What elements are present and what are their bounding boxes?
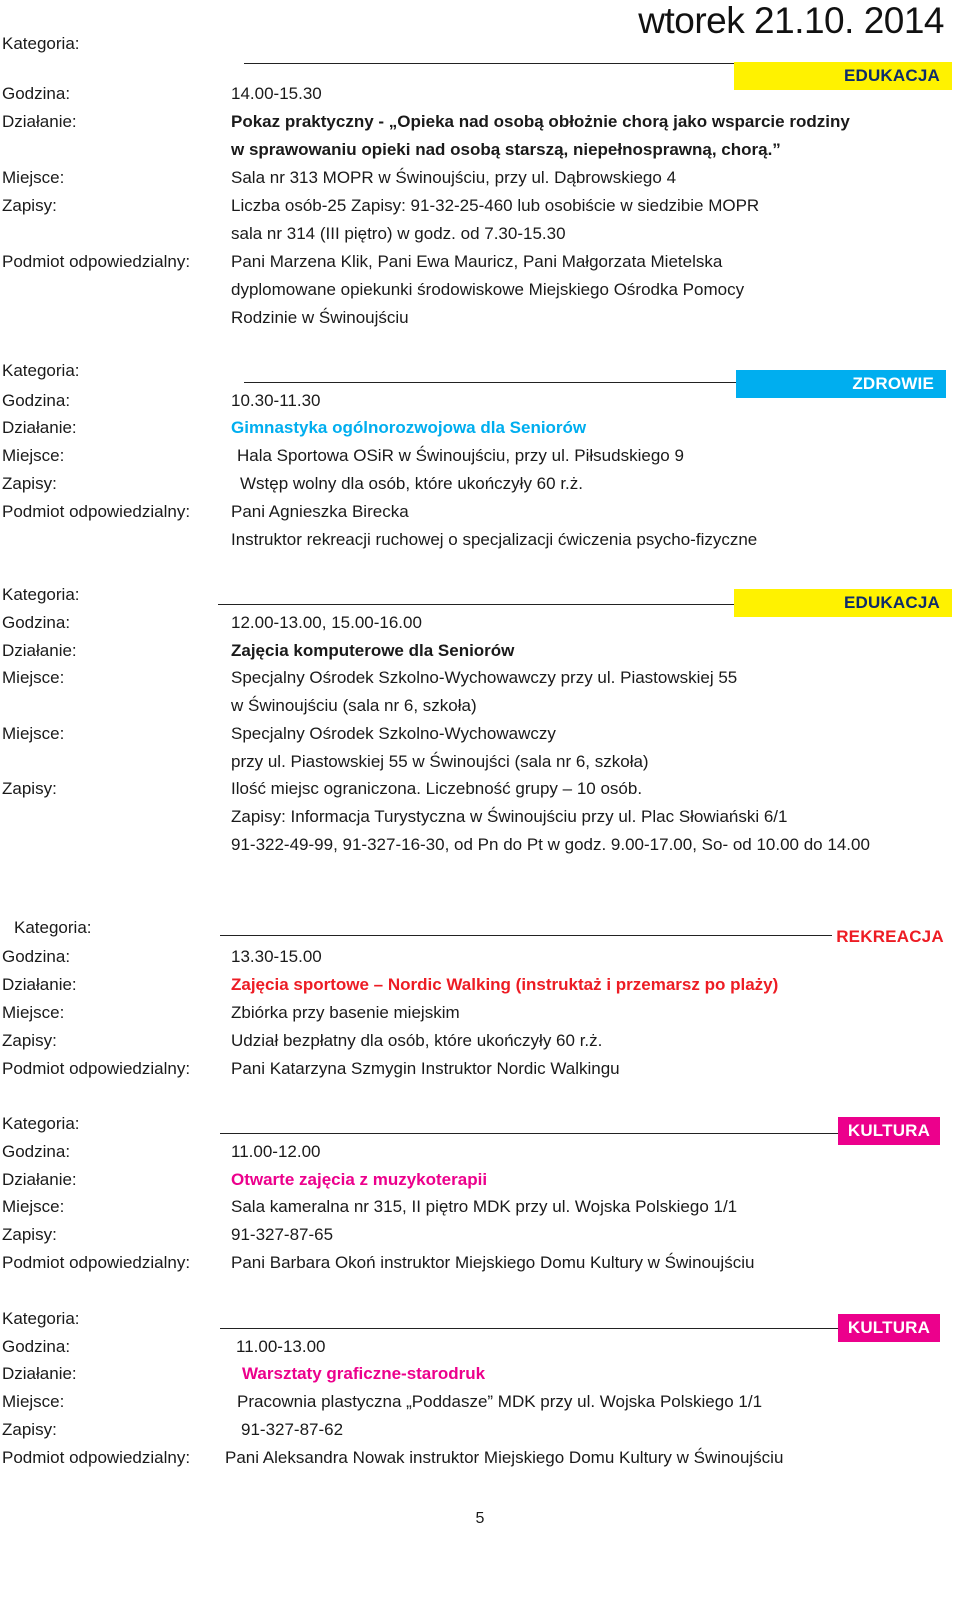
place-label: Miejsce: — [2, 1197, 65, 1216]
page-date: wtorek 21.10. 2014 — [638, 0, 944, 41]
category-badge-kultura: KULTURA — [838, 1117, 940, 1145]
action-label: Działanie: — [2, 1170, 77, 1189]
event-time: 10.30-11.30 — [231, 391, 321, 410]
action-label: Działanie: — [2, 1364, 77, 1383]
category-divider — [220, 1328, 838, 1329]
category-divider — [220, 1133, 838, 1134]
event-signup: Udział bezpłatny dla osób, które ukończyły 60 r.ż. — [231, 1031, 603, 1050]
category-badge-zdrowie: ZDROWIE — [736, 370, 946, 398]
event-responsible: Rodzinie w Świnoujściu — [231, 308, 409, 327]
event-place: Specjalny Ośrodek Szkolno-Wychowawczy przy ul. Piastowskiej 55 — [231, 668, 738, 687]
category-label: Kategoria: — [2, 361, 80, 380]
event-action: Zajęcia komputerowe dla Seniorów — [231, 641, 515, 660]
event-responsible: Instruktor rekreacji ruchowej o specjalizacji ćwiczenia psycho-fizyczne — [231, 530, 758, 549]
category-divider — [218, 604, 746, 605]
time-label: Godzina: — [2, 613, 71, 632]
event-responsible: Pani Aleksandra Nowak instruktor Miejskiego Domu Kultury w Świnoujściu — [225, 1448, 784, 1467]
event-place: Sala nr 313 MOPR w Świnoujściu, przy ul. Dąbrowskiego 4 — [231, 168, 677, 187]
action-label: Działanie: — [2, 418, 77, 437]
signup-label: Zapisy: — [2, 1420, 57, 1439]
category-divider — [220, 935, 832, 936]
event-action: Warsztaty graficzne-starodruk — [242, 1364, 486, 1383]
category-divider — [244, 63, 746, 64]
category-badge-rekreacja: REKREACJA — [832, 923, 948, 951]
event-card — [0, 0, 960, 327]
event-action: Gimnastyka ogólnorozwojowa dla Seniorów — [231, 418, 587, 437]
time-label: Godzina: — [2, 391, 71, 410]
responsible-label: Podmiot odpowiedzialny: — [2, 502, 191, 521]
time-label: Godzina: — [2, 1142, 71, 1161]
event-action: Otwarte zajęcia z muzykoterapii — [231, 1170, 488, 1189]
place-label: Miejsce: — [2, 1003, 65, 1022]
action-label: Działanie: — [2, 112, 77, 131]
page-number: 5 — [475, 1510, 485, 1527]
place-label: Miejsce: — [2, 1392, 65, 1411]
event-signup: Wstęp wolny dla osób, które ukończyły 60 r.ż. — [240, 474, 583, 493]
place-label: Miejsce: — [2, 724, 65, 743]
category-badge-edukacja: EDUKACJA — [734, 589, 952, 617]
action-label: Działanie: — [2, 641, 77, 660]
time-label: Godzina: — [2, 84, 71, 103]
time-label: Godzina: — [2, 1337, 71, 1356]
category-label: Kategoria: — [2, 34, 80, 53]
event-place: przy ul. Piastowskiej 55 w Świnoujści (sala nr 6, szkoła) — [231, 752, 649, 771]
responsible-label: Podmiot odpowiedzialny: — [2, 252, 191, 271]
responsible-label: Podmiot odpowiedzialny: — [2, 1059, 191, 1078]
signup-label: Zapisy: — [2, 196, 57, 215]
event-time: 13.30-15.00 — [231, 947, 322, 966]
place-label: Miejsce: — [2, 668, 65, 687]
responsible-label: Podmiot odpowiedzialny: — [2, 1448, 191, 1467]
category-label: Kategoria: — [14, 918, 92, 937]
action-label: Działanie: — [2, 975, 77, 994]
event-place: Hala Sportowa OSiR w Świnoujściu, przy ul. Piłsudskiego 9 — [237, 446, 684, 465]
signup-label: Zapisy: — [2, 779, 57, 798]
event-signup: 91-322-49-99, 91-327-16-30, od Pn do Pt w godz. 9.00-17.00, So- od 10.00 do 14.00 — [231, 835, 870, 854]
event-place: Sala kameralna nr 315, II piętro MDK przy ul. Wojska Polskiego 1/1 — [231, 1197, 738, 1216]
event-responsible: Pani Katarzyna Szmygin Instruktor Nordic Walkingu — [231, 1059, 620, 1078]
signup-label: Zapisy: — [2, 1225, 57, 1244]
event-place: w Świnoujściu (sala nr 6, szkoła) — [231, 696, 477, 715]
event-responsible: dyplomowane opiekunki środowiskowe Miejskiego Ośrodka Pomocy — [231, 280, 745, 299]
event-time: 11.00-13.00 — [236, 1337, 326, 1356]
event-signup: 91-327-87-62 — [241, 1420, 344, 1439]
category-label: Kategoria: — [2, 1114, 80, 1133]
event-responsible: Pani Barbara Okoń instruktor Miejskiego Domu Kultury w Świnoujściu — [231, 1253, 755, 1272]
signup-label: Zapisy: — [2, 474, 57, 493]
place-label: Miejsce: — [2, 168, 65, 187]
event-signup: Zapisy: Informacja Turystyczna w Świnoujściu przy ul. Plac Słowiański 6/1 — [231, 807, 788, 826]
place-label: Miejsce: — [2, 446, 65, 465]
event-place: Zbiórka przy basenie miejskim — [231, 1003, 460, 1022]
event-time: 14.00-15.30 — [231, 84, 322, 103]
time-label: Godzina: — [2, 947, 71, 966]
event-responsible: Pani Agnieszka Birecka — [231, 502, 409, 521]
event-responsible: Pani Marzena Klik, Pani Ewa Mauricz, Pani Małgorzata Mietelska — [231, 252, 723, 271]
event-signup: 91-327-87-65 — [231, 1225, 334, 1244]
event-action: Pokaz praktyczny - „Opieka nad osobą obłożnie chorą jako wsparcie rodziny — [231, 112, 850, 131]
signup-label: Zapisy: — [2, 1031, 57, 1050]
category-divider — [244, 382, 736, 383]
event-signup: Ilość miejsc ograniczona. Liczebność grupy – 10 osób. — [231, 779, 643, 798]
category-badge-kultura: KULTURA — [838, 1314, 940, 1342]
category-label: Kategoria: — [2, 585, 80, 604]
event-time: 12.00-13.00, 15.00-16.00 — [231, 613, 422, 632]
event-signup: Liczba osób-25 Zapisy: 91-32-25-460 lub osobiście w siedzibie MOPR — [231, 196, 760, 215]
event-signup: sala nr 314 (III piętro) w godz. od 7.30-15.30 — [231, 224, 566, 243]
event-place: Specjalny Ośrodek Szkolno-Wychowawczy — [231, 724, 556, 743]
category-badge-edukacja: EDUKACJA — [734, 62, 952, 90]
event-place: Pracownia plastyczna „Poddasze” MDK przy ul. Wojska Polskiego 1/1 — [237, 1392, 763, 1411]
category-label: Kategoria: — [2, 1309, 80, 1328]
event-card — [0, 1308, 960, 1608]
event-action: Zajęcia sportowe – Nordic Walking (instruktaż i przemarsz po plaży) — [231, 975, 779, 994]
responsible-label: Podmiot odpowiedzialny: — [2, 1253, 191, 1272]
event-card — [0, 584, 960, 884]
event-time: 11.00-12.00 — [231, 1142, 321, 1161]
event-action: w sprawowaniu opieki nad osobą starszą, niepełnosprawną, chorą.” — [231, 140, 781, 159]
